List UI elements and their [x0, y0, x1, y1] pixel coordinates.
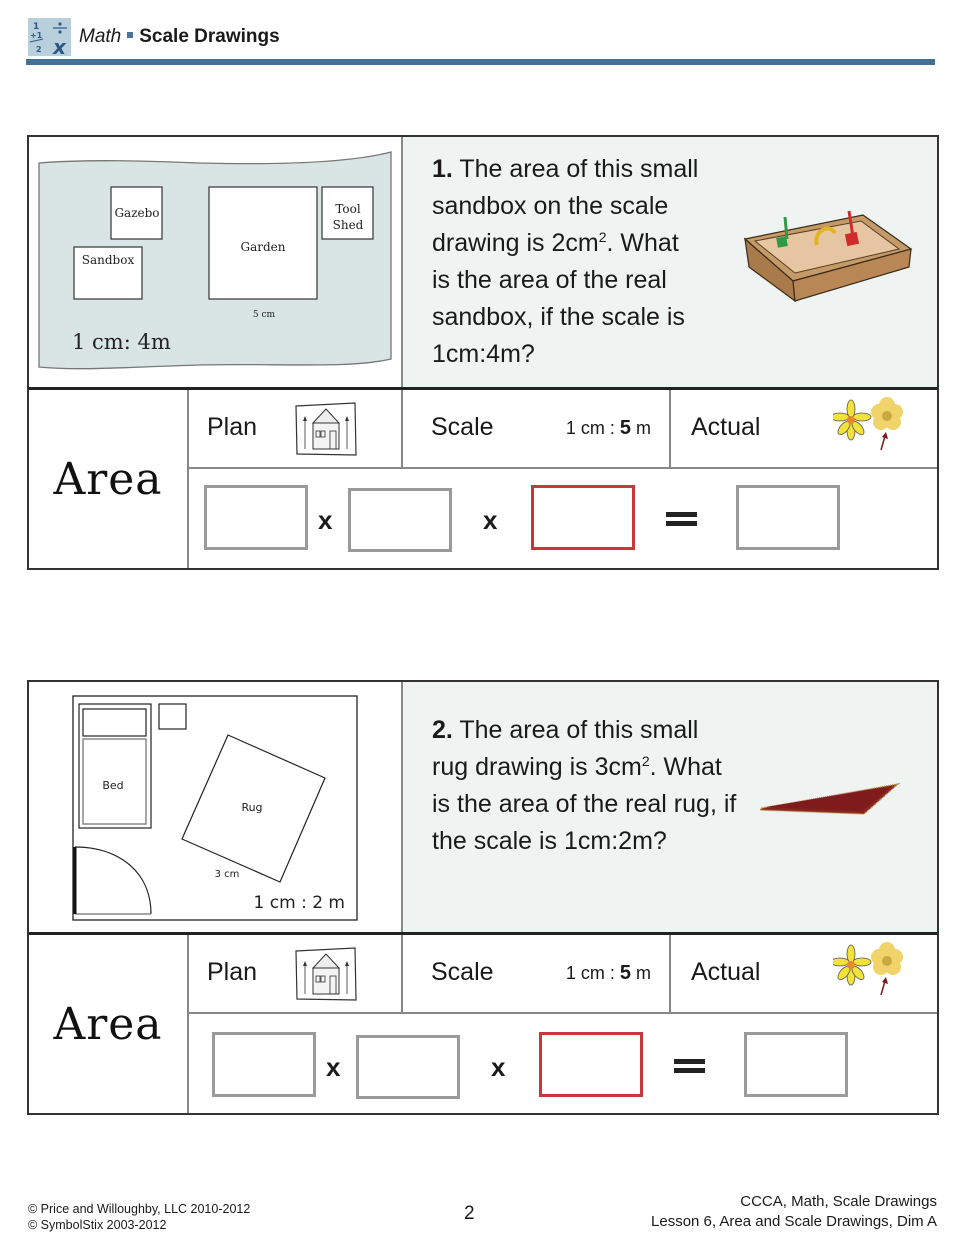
multiply-sign: x: [483, 505, 498, 535]
svg-text:Gazebo: Gazebo: [114, 206, 160, 220]
svg-text:2: 2: [36, 45, 42, 54]
question-2: [403, 682, 937, 932]
equation-row: [189, 469, 937, 568]
multiply-sign: x: [318, 505, 333, 535]
scale-answer-box[interactable]: [531, 485, 635, 550]
question-1: [403, 137, 937, 387]
footer-course-info: [651, 1192, 937, 1232]
actual-answer-box[interactable]: [736, 485, 840, 550]
question-1-text: 1. The area of this small sandbox on the scale drawing is $2cm^2$. What is the area of the real sandbox, if the scale is 1cm:4m?: [432, 155, 699, 368]
page-header: [28, 16, 280, 58]
scale-column: [403, 935, 671, 1012]
actual-answer-box[interactable]: [744, 1032, 848, 1097]
actual-column: [671, 935, 937, 1012]
sandbox-icon: [743, 207, 913, 307]
svg-text:5 cm: 5 cm: [252, 310, 276, 320]
svg-text:Garden: Garden: [240, 240, 286, 254]
svg-text:Bed: Bed: [102, 779, 124, 792]
area-label-cell: [29, 390, 189, 568]
copyright-line-1: © Price and Willoughby, LLC 2010-2012: [28, 1202, 251, 1216]
problem-2: [27, 680, 939, 1115]
area-heading: Area: [53, 998, 163, 1050]
plan-answer-box-2[interactable]: [356, 1035, 460, 1099]
bedroom-plan-illustration: [29, 682, 403, 935]
area-calculation-row: [29, 935, 937, 1113]
svg-text:1: 1: [33, 22, 40, 32]
equation-row: [189, 1014, 937, 1113]
plan-label: Plan: [207, 958, 258, 986]
svg-text:x: x: [53, 35, 66, 56]
multiply-sign: x: [326, 1052, 341, 1082]
scale-value: 1 cm : 5 m: [565, 417, 651, 439]
scale-answer-box[interactable]: [539, 1032, 643, 1097]
question-number: 2.: [432, 716, 453, 744]
area-label-cell: [29, 935, 189, 1113]
house-plan-icon: [293, 401, 359, 457]
topic-label: Scale Drawings: [139, 26, 280, 47]
page-title: [79, 18, 280, 56]
copyright-line-2: © SymbolStix 2003-2012: [28, 1218, 167, 1232]
svg-text:3 cm: 3 cm: [214, 869, 240, 880]
page-number: 2: [464, 1203, 475, 1224]
svg-text:Sandbox: Sandbox: [81, 253, 135, 267]
header-divider: [26, 59, 935, 65]
question-2-text: 2. The area of this small rug drawing is $3cm^2$. What is the area of the real rug, if the scale is 1cm:2m?: [432, 716, 737, 855]
plan-column: [189, 390, 403, 467]
scale-column: [403, 390, 671, 467]
flower-icon: [833, 396, 907, 460]
svg-text:1 cm : 2 m: 1 cm : 2 m: [253, 893, 345, 913]
svg-text:1 cm: 4m: 1 cm: 4m: [72, 330, 171, 354]
math-symbols-icon: [28, 18, 71, 56]
plan-answer-box-1[interactable]: [204, 485, 308, 550]
equals-sign: [666, 512, 697, 526]
svg-text:Tool: Tool: [335, 202, 361, 216]
problem-1: [27, 135, 939, 570]
multiply-sign: x: [491, 1052, 506, 1082]
footer-copyright: [28, 1201, 250, 1233]
plan-answer-box-1[interactable]: [212, 1032, 316, 1097]
svg-text:+1: +1: [30, 31, 43, 40]
actual-column: [671, 390, 937, 467]
svg-text:Rug: Rug: [241, 801, 263, 814]
equals-sign: [674, 1059, 705, 1073]
lesson-title: Lesson 6, Area and Scale Drawings, Dim A: [651, 1213, 937, 1230]
rug-icon: [760, 780, 910, 820]
area-calculation-row: [29, 390, 937, 568]
plan-label: Plan: [207, 413, 258, 441]
scale-value: 1 cm : 5 m: [565, 962, 651, 984]
course-title: CCCA, Math, Scale Drawings: [740, 1193, 937, 1210]
scale-drawing-garden: [29, 137, 403, 387]
garden-plan-illustration: [29, 137, 403, 390]
question-number: 1.: [432, 155, 453, 183]
plan-answer-box-2[interactable]: [348, 488, 452, 552]
flower-icon: [833, 941, 907, 1005]
subject-label: Math: [79, 26, 122, 47]
actual-label: Actual: [691, 958, 761, 986]
scale-label: Scale: [431, 413, 494, 441]
svg-text:Shed: Shed: [332, 218, 364, 232]
area-heading: Area: [53, 453, 163, 505]
scale-label: Scale: [431, 958, 494, 986]
title-separator: [127, 32, 133, 38]
house-plan-icon: [293, 946, 359, 1002]
actual-label: Actual: [691, 413, 761, 441]
scale-drawing-bedroom: [29, 682, 403, 932]
plan-column: [189, 935, 403, 1012]
